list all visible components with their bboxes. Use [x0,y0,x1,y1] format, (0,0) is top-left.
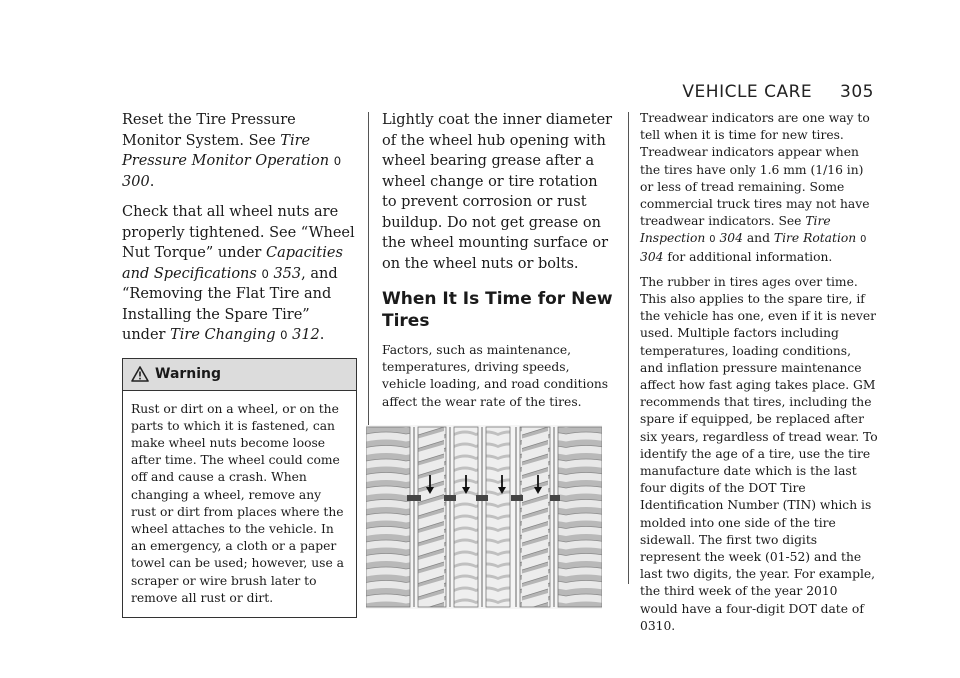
paragraph-grease: Lightly coat the inner diameter of the wheel hub opening with wheel bearing grease after a wheel change or tire rotation to prevent corrosion or rust buildup. Do not get grease on the wheel mounting surface or on the wheel nuts or bolts. [382,112,613,272]
xref-page[interactable]: 312 [292,327,320,343]
xref-link[interactable]: Tire Changing [170,327,276,343]
paragraph-reset-tpms: Reset the Tire Pressure Monitor System. See Tire Pressure Monitor Operation 0 300. [122,112,342,190]
xref-arrow-icon: 0 [709,234,716,246]
warning-text: Rust or dirt on a wheel, or on the parts to which it is fastened, can make wheel nuts become loose after time. The wheel could come off and cause a crash. When changing a wheel, remove any rust or dirt from places where the wheel attaches to the vehicle. In an emergency, a cloth or a paper towel can be used; however, use a scraper or wire brush later to remove all rust or dirt. [131,401,344,605]
column-1 [122,110,357,618]
xref-link[interactable]: Tire Inspection [640,214,831,246]
paragraph-treadwear-indicators: Treadwear indicators are one way to tell when it is time for new tires. Treadwear indicators appear when the tires have only 1.6 mm (1/16 in) or less of tread remaining. Some commercial truck tires may not have treadwear indicators. See Tire Inspection 0 304 and Tire Rotation 0 304 for additional information. [640,111,870,264]
xref-page[interactable]: 304 [640,249,664,264]
xref-link[interactable]: Tire Pressure Monitor Operation [122,132,330,169]
xref-arrow-icon: 0 [261,266,269,281]
xref-arrow-icon: 0 [280,328,288,342]
column-2 [382,110,616,613]
section-heading: When It Is Time for New Tires [382,289,613,331]
tire-tread-image [366,425,602,609]
column-divider [628,112,629,584]
page-header [682,82,874,102]
warning-title: Warning [155,366,222,382]
xref-link[interactable]: Capacities and Specifications [122,245,343,282]
xref-arrow-icon: 0 [333,154,342,168]
paragraph-wear-factors: Factors, such as maintenance, temperatures, driving speeds, vehicle loading, and road conditions affect the wear rate of the tires. [382,343,609,409]
xref-page[interactable]: 353 [273,265,302,282]
column-3 [640,110,878,643]
warning-header [123,359,356,391]
page-number: 305 [840,82,874,102]
paragraph-tire-aging: The rubber in tires ages over time. This also applies to the spare tire, if the vehicle has one, even if it is never used. Multiple factors including temperatures, loading conditions, and inflation pressure maintenance affect how fast aging takes place. GM recommends that tires, including the spare if equipped, be replaced after six years, regardless of tread wear. To identify the age of a tire, use the tire manufacture date which is the last four digits of the DOT Tire Identification Number (TIN) which is molded into one side of the tire sidewall. The first two digits represent the week (01-52) and the last two digits, the year. For example, the third week of the year 2010 would have a four-digit DOT date of 0310. [640,274,878,633]
xref-arrow-icon: 0 [860,234,867,246]
xref-page[interactable]: 304 [719,231,743,246]
xref-page[interactable]: 300 [122,173,150,190]
section-title: VEHICLE CARE [682,82,813,102]
xref-link[interactable]: Tire Rotation [773,231,857,246]
paragraph-wheel-nuts: Check that all wheel nuts are properly tightened. See “Wheel Nut Torque” under Capacities and Specifications 0 353, and “Removing the Flat Tire and Installing the Spare Tire” under Tire Changing 0 312. [122,204,355,343]
warning-box [122,358,357,618]
warning-triangle-icon [131,366,149,382]
treadwear-illustration [366,425,616,613]
